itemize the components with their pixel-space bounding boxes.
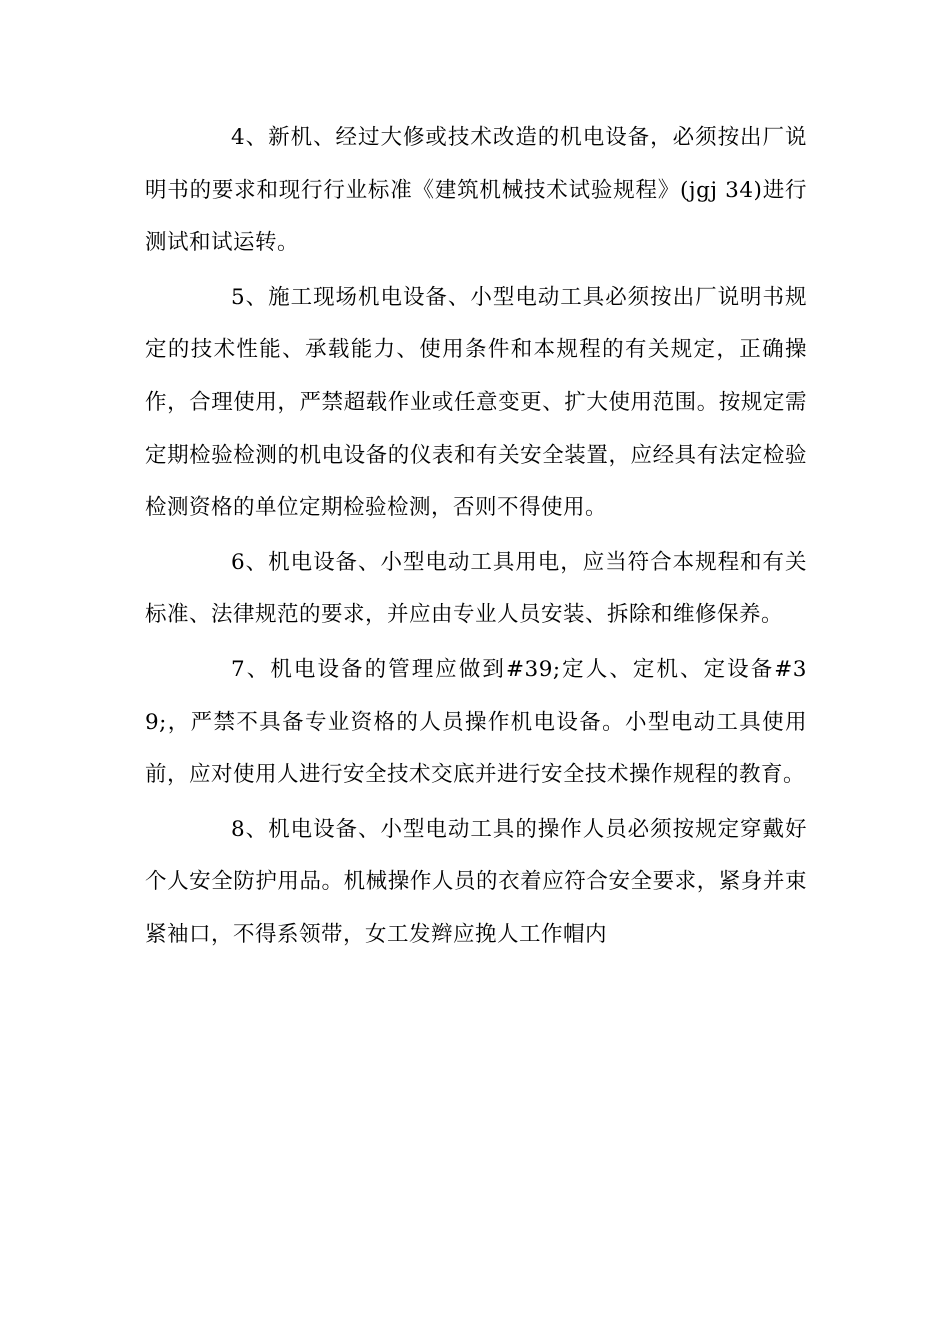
- paragraph-6: 6、机电设备、小型电动工具用电，应当符合本规程和有关标准、法律规范的要求，并应由专业人员安装、拆除和维修保养。: [145, 549, 807, 628]
- paragraph-4: 4、新机、经过大修或技术改造的机电设备，必须按出厂说明书的要求和现行行业标准《建筑机械技术试验规程》(jgj 34)进行测试和试运转。: [145, 125, 807, 256]
- paragraph-7: 7、机电设备的管理应做到#39;定人、定机、定设备#39;，严禁不具备专业资格的人员操作机电设备。小型电动工具使用前，应对使用人进行安全技术交底并进行安全技术操作规程的教育。: [145, 656, 807, 788]
- document-body: [145, 112, 807, 964]
- paragraph-8: 8、机电设备、小型电动工具的操作人员必须按规定穿戴好个人安全防护用品。机械操作人员的衣着应符合安全要求，紧身并束紧袖口，不得系领带，女工发辫应挽人工作帽内: [145, 816, 807, 947]
- paragraph-5: 5、施工现场机电设备、小型电动工具必须按出厂说明书规定的技术性能、承载能力、使用条件和本规程的有关规定，正确操作，合理使用，严禁超载作业或任意变更、扩大使用范围。按规定需定期检验检测的机电设备的仪表和有关安全装置，应经具有法定检验检测资格的单位定期检验检测，否则不得使用。: [145, 284, 807, 521]
